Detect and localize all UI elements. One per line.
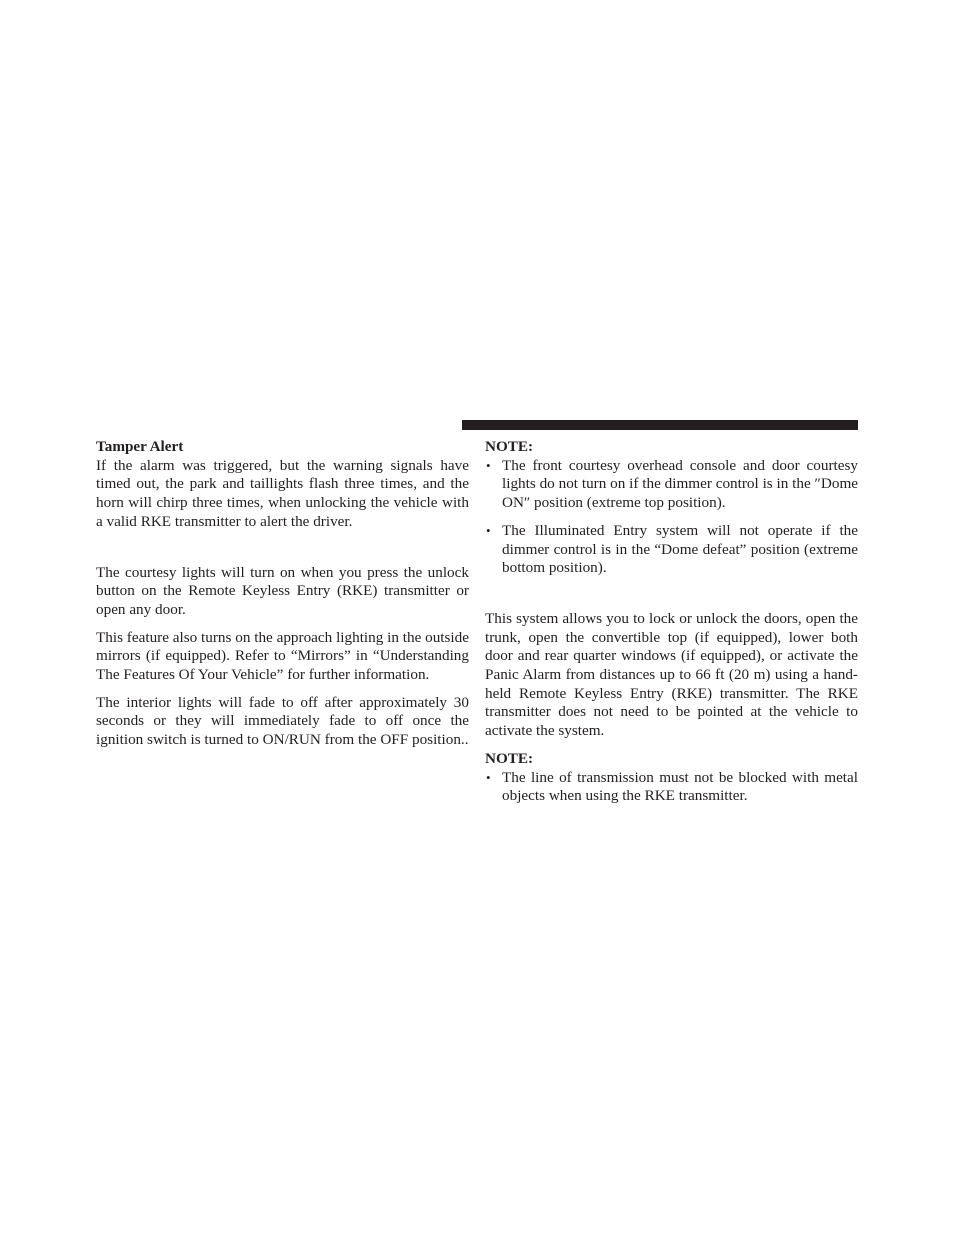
- rke-system-paragraph: This system allows you to lock or unlock the doors, open the trunk, open the convertible top (if equipped), lower both door and rear quarter windows (if equipped), or activate the Panic Alarm from distances up to 66 ft (20 m) using a hand-held Remote Keyless Entry (RKE) transmitter. The RKE transmitter does not need to be pointed at the vehicle to activate the system.: [485, 609, 858, 740]
- note-item-text: The Illuminated Entry system will not operate if the dimmer control is in the “Dome defeat” position (extreme bottom position).: [502, 521, 858, 577]
- tamper-alert-paragraph: If the alarm was triggered, but the warning signals have timed out, the park and taillights flash three times, and the horn will chirp three times, when unlocking the vehicle with a valid RKE transmitter to alert the driver.: [96, 456, 469, 530]
- list-item: [485, 522, 858, 578]
- note-heading-2: NOTE:: [485, 749, 534, 767]
- right-column: [485, 438, 858, 806]
- bullet-icon: •: [486, 769, 491, 785]
- note-list-2: [485, 769, 858, 806]
- interior-lights-fade-paragraph: The interior lights will fade to off after approximately 30 seconds or they will immediately fade to off once the ignition switch is turned to ON/RUN from the OFF position..: [96, 693, 469, 749]
- bullet-icon: •: [486, 457, 491, 473]
- list-item: [485, 457, 858, 513]
- list-item: [485, 769, 858, 806]
- illuminated-entry-paragraph: The courtesy lights will turn on when you press the unlock button on the Remote Keyless Entry (RKE) transmitter or open any door.: [96, 563, 469, 618]
- note-item-text: The front courtesy overhead console and door courtesy lights do not turn on if the dimmer control is in the ″Dome ON″ position (extreme top position).: [502, 456, 858, 512]
- note-heading-1: NOTE:: [485, 438, 534, 455]
- tamper-alert-heading: Tamper Alert: [96, 438, 184, 455]
- note-list-1: [485, 457, 858, 578]
- left-column: [96, 438, 469, 750]
- note-item-text: The line of transmission must not be blocked with metal objects when using the RKE transmitter.: [502, 768, 858, 805]
- bullet-icon: •: [486, 522, 491, 538]
- approach-lighting-paragraph: This feature also turns on the approach lighting in the outside mirrors (if equipped). Refer to “Mirrors” in “Understanding The Features Of Your Vehicle” for further information.: [96, 628, 469, 684]
- section-header-bar: [462, 420, 858, 430]
